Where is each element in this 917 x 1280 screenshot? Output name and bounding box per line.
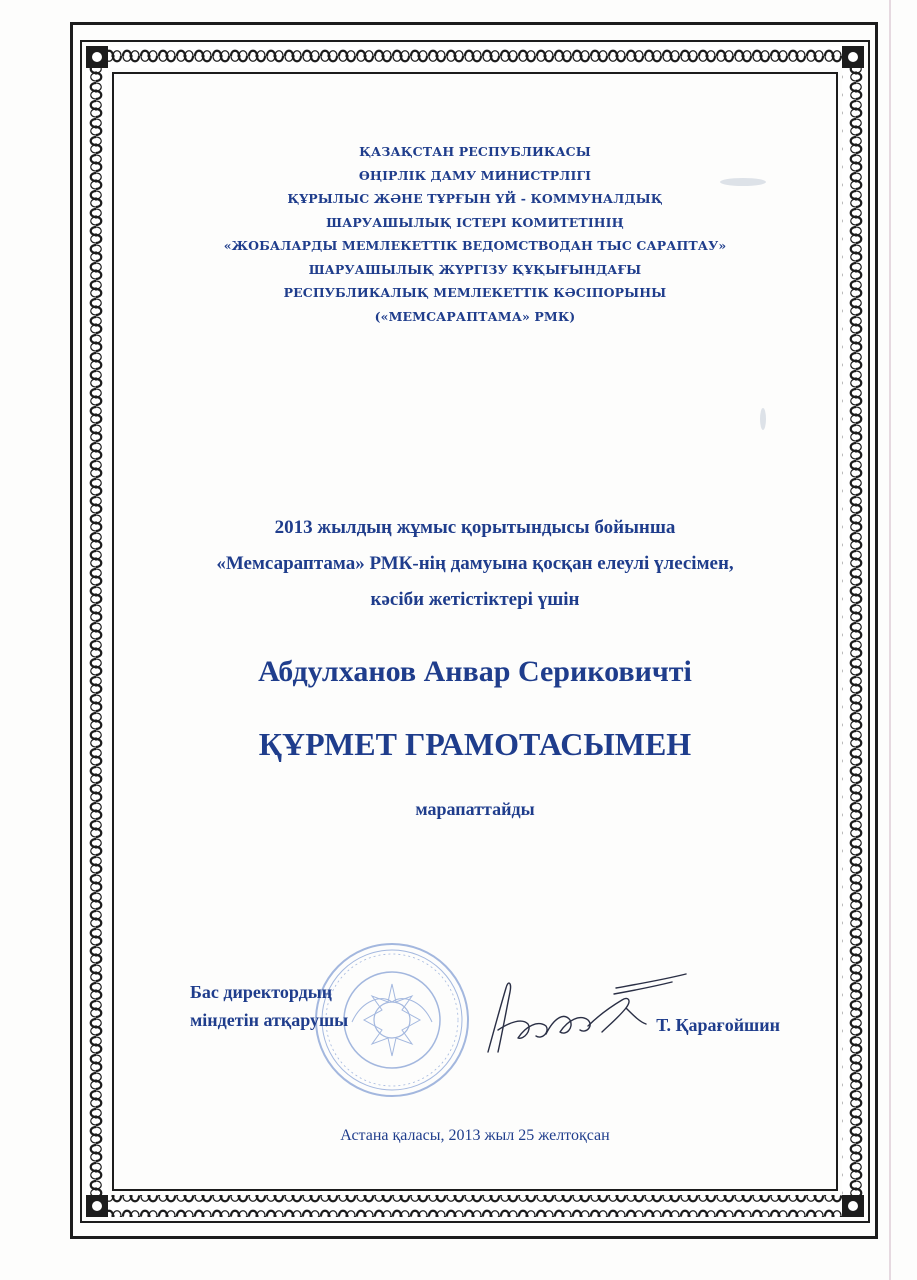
issuer-header: [130, 140, 820, 328]
signer-title-line: міндетін атқарушы: [190, 1010, 349, 1030]
award-reason-line: «Мемсараптама» РМК-нің дамуына қосқан елеулі үлесімен,: [216, 553, 734, 574]
header-line: «ЖОБАЛАРДЫ МЕМЛЕКЕТТІК ВЕДОМСТВОДАН ТЫС САРАПТАУ»: [223, 238, 727, 253]
header-line: РЕСПУБЛИКАЛЫҚ МЕМЛЕКЕТТІК КӘСІПОРЫНЫ: [283, 285, 667, 300]
place-and-date: Астана қаласы, 2013 жыл 25 желтоқсан: [340, 1127, 610, 1144]
header-line: ӨҢІРЛІК ДАМУ МИНИСТРЛІГІ: [358, 167, 592, 183]
recipient-name: Абдулханов Анвар Сериковичті: [258, 655, 692, 688]
header-line: ҚАЗАҚСТАН РЕСПУБЛИКАСЫ: [359, 144, 591, 159]
award-title: ҚҰРМЕТ ГРАМОТАСЫМЕН: [258, 726, 692, 762]
award-reason: [130, 510, 820, 618]
header-line: («МЕМСАРАПТАМА» РМК): [374, 308, 576, 324]
awarded-word: марапаттайды: [415, 799, 535, 819]
header-line: ШАРУАШЫЛЫҚ ЖҮРГІЗУ ҚҰҚЫҒЫНДАҒЫ: [308, 261, 642, 277]
header-line: ҚҰРЫЛЫС ЖӘНЕ ТҰРҒЫН ҮЙ - КОММУНАЛДЫҚ: [287, 191, 663, 206]
award-reason-line: кәсіби жетістіктері үшін: [370, 589, 580, 610]
scan-smudge: [760, 408, 766, 430]
signer-name: Т. Қарағойшин: [656, 1015, 780, 1035]
award-reason-line: 2013 жылдың жұмыс қорытындысы бойынша: [274, 517, 676, 538]
scan-edge: [889, 0, 891, 1280]
header-line: ШАРУАШЫЛЫҚ ІСТЕРІ КОМИТЕТІНІҢ: [326, 214, 624, 230]
signer-title-line: Бас директордың: [190, 982, 333, 1002]
signer-title: [190, 978, 430, 1034]
